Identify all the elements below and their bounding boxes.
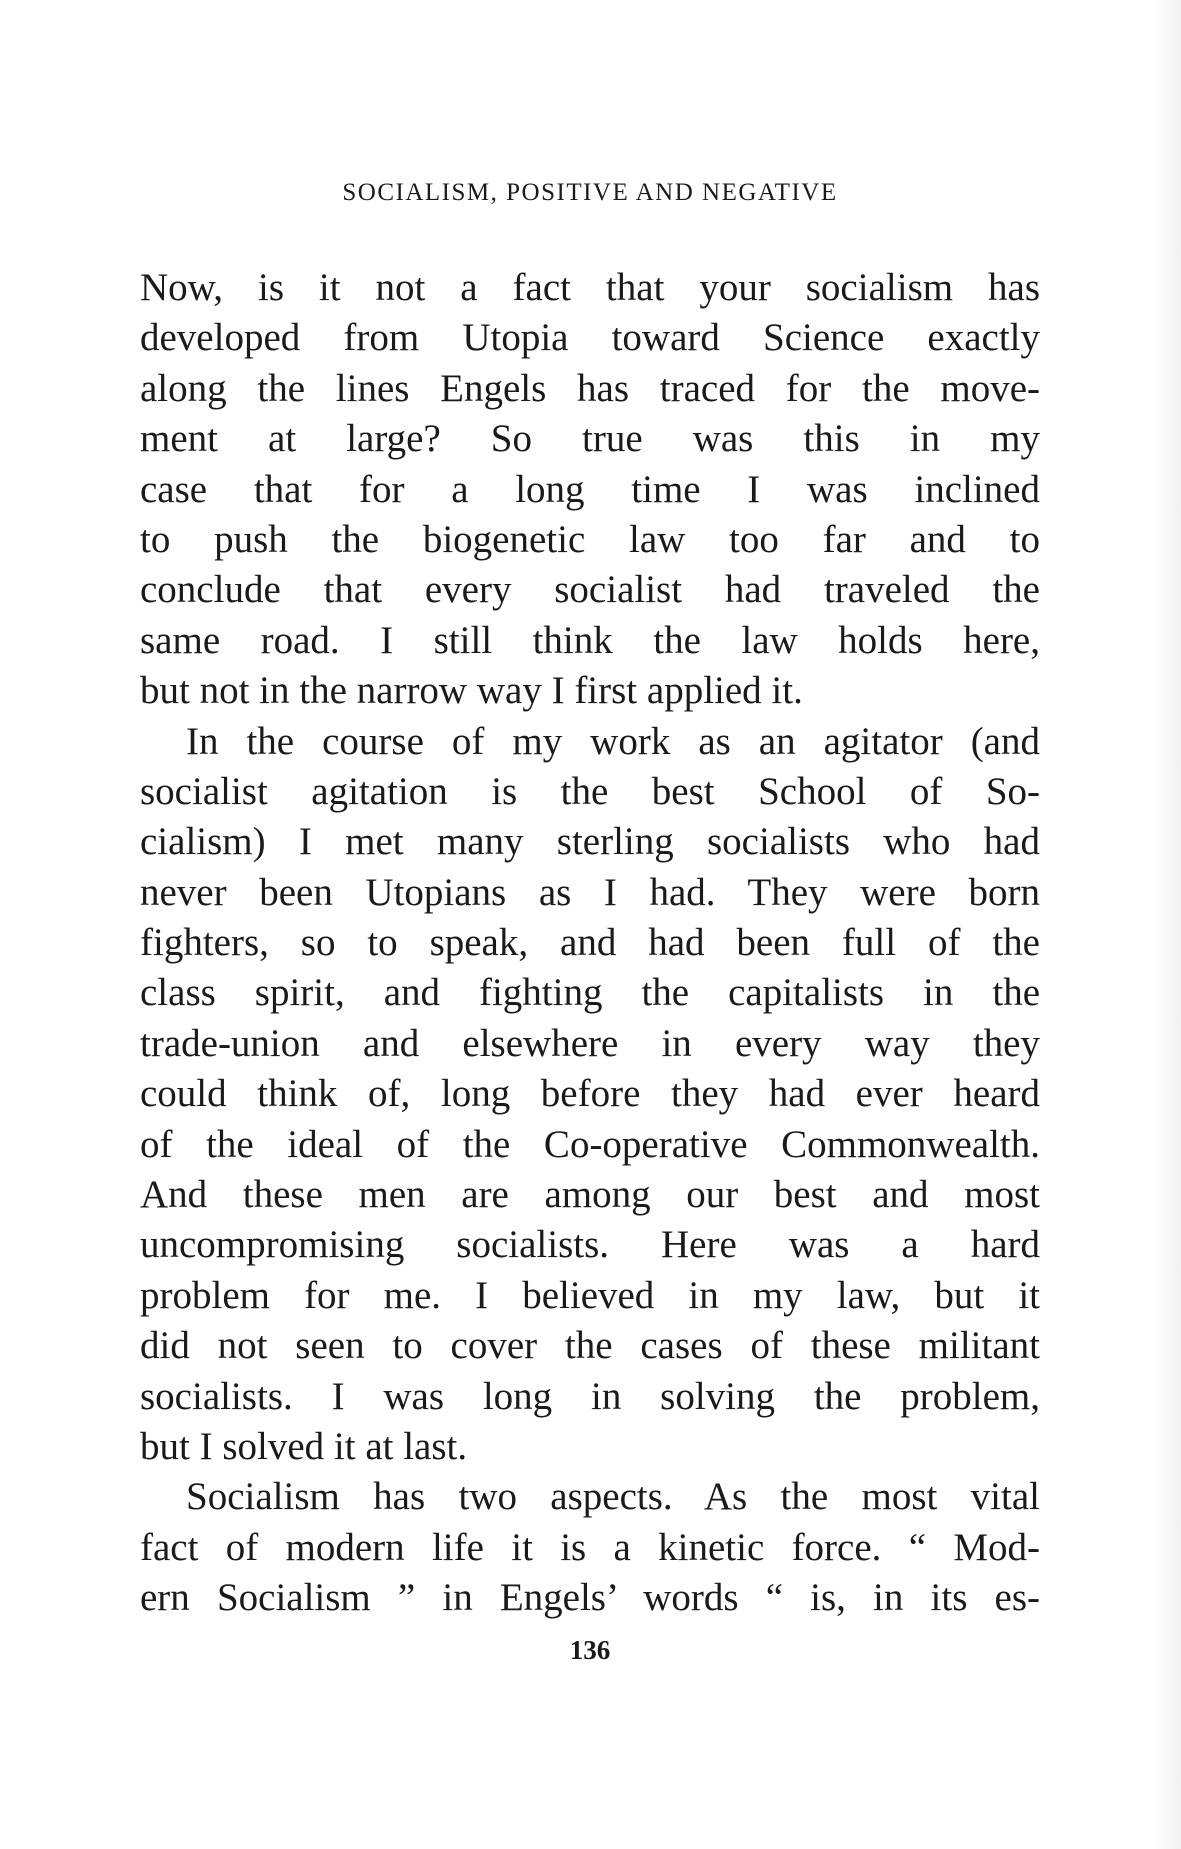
text-line: developed from Utopia toward Science exactly xyxy=(140,316,1040,360)
page-edge-shading xyxy=(1151,0,1181,1849)
text-line: conclude that every socialist had traveled the xyxy=(140,568,1040,612)
text-line: socialists. I was long in solving the problem, xyxy=(140,1374,1040,1418)
text-line: same road. I still think the law holds here, xyxy=(140,618,1040,662)
text-line: socialist agitation is the best School of So- xyxy=(140,769,1040,813)
text-line: ment at large? So true was this in my xyxy=(140,417,1040,461)
text-line: case that for a long time I was inclined xyxy=(140,467,1040,511)
text-line: but I solved it at last. xyxy=(140,1424,468,1468)
text-line: could think of, long before they had ever heard xyxy=(140,1072,1040,1116)
text-line: to push the biogenetic law too far and to xyxy=(140,517,1040,561)
text-line: trade-union and elsewhere in every way they xyxy=(140,1021,1040,1065)
text-line: class spirit, and fighting the capitalists in the xyxy=(140,971,1040,1015)
text-line: cialism) I met many sterling socialists who had xyxy=(140,820,1040,864)
text-line: along the lines Engels has traced for the move- xyxy=(140,366,1040,410)
text-line: uncompromising socialists. Here was a hard xyxy=(140,1223,1040,1267)
text-line: never been Utopians as I had. They were born xyxy=(140,870,1040,914)
body-text xyxy=(140,263,1040,1624)
paragraph-start-line: In the course of my work as an agitator (and xyxy=(186,719,1040,763)
text-line: fighters, so to speak, and had been full of the xyxy=(140,921,1040,965)
text-line: problem for me. I believed in my law, but it xyxy=(140,1273,1040,1317)
running-head: SOCIALISM, POSITIVE AND NEGATIVE xyxy=(342,179,838,206)
paragraph-start-line: Socialism has two aspects. As the most vital xyxy=(186,1475,1040,1519)
page-number: 136 xyxy=(569,1635,611,1665)
text-line: ern Socialism ” in Engels’ words “ is, in its es- xyxy=(140,1576,1040,1620)
text-line: did not seen to cover the cases of these militant xyxy=(140,1324,1040,1368)
text-line: fact of modern life it is a kinetic force. “ Mod- xyxy=(140,1525,1040,1569)
text-line: but not in the narrow way I first applied it. xyxy=(140,669,803,713)
text-line: Now, is it not a fact that your socialism has xyxy=(140,266,1040,309)
text-line: And these men are among our best and most xyxy=(140,1173,1040,1217)
text-line: of the ideal of the Co-operative Commonwealth. xyxy=(140,1122,1040,1166)
